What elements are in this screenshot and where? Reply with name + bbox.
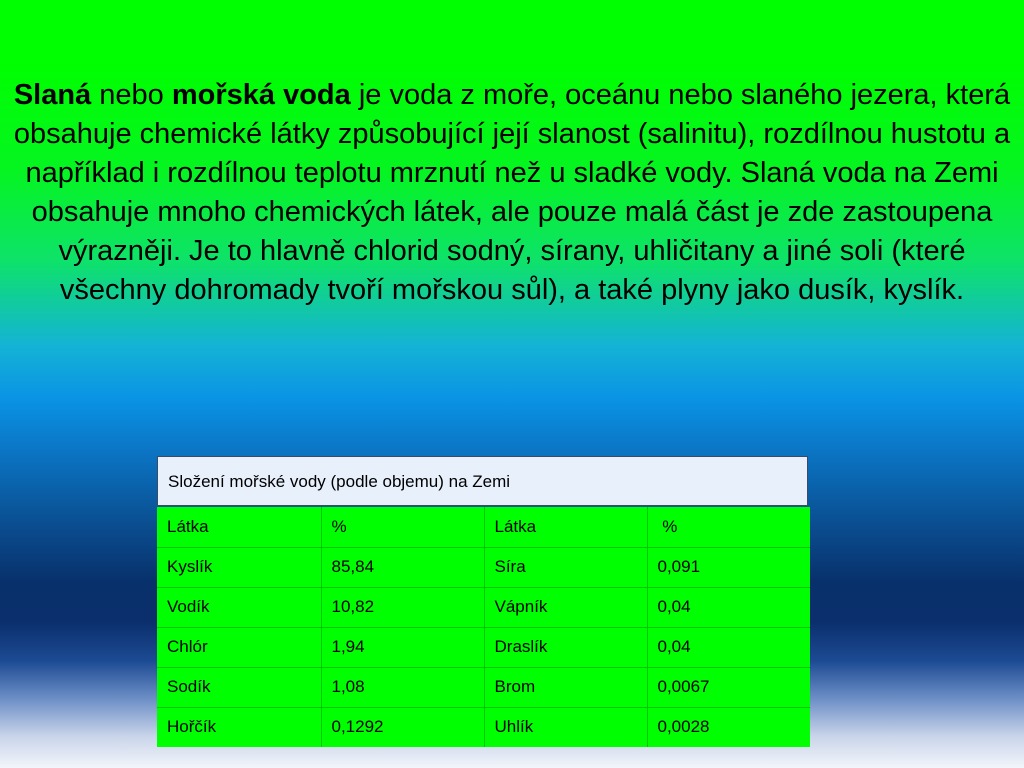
element-name-cell: Hořčík [157, 707, 321, 747]
paragraph-rest: je voda z moře, oceánu nebo slaného jezera, která obsahuje chemické látky způsobující její slanost (salinitu), rozdílnou hustotu a například i rozdílnou teplotu mrznutí než u sladké vody. Slaná voda na Zemi obsahuje mnoho chemických látek, ale pouze malá část je zde zastoupena výrazněji. Je to hlavně chlorid sodný, sírany, uhličitany a jiné soli (které všechny dohromady tvoří mořskou sůl), a také plyny jako dusík, kyslík. [13, 79, 1011, 306]
element-name-cell: Vodík [157, 587, 321, 627]
header-cell: % [647, 507, 810, 547]
table-caption: Složení mořské vody (podle objemu) na Zemi [157, 456, 808, 506]
composition-table [157, 456, 810, 753]
table-row [157, 707, 810, 747]
element-name-cell: Brom [484, 667, 647, 707]
table-row [157, 667, 810, 707]
element-name-cell: Draslík [484, 627, 647, 667]
element-name-cell: Vápník [484, 587, 647, 627]
table-header-row [157, 507, 810, 547]
percent-cell: 85,84 [321, 547, 484, 587]
header-cell: Látka [157, 507, 321, 547]
percent-cell: 10,82 [321, 587, 484, 627]
percent-cell: 0,04 [647, 587, 810, 627]
composition-grid [157, 507, 810, 747]
percent-cell: 1,94 [321, 627, 484, 667]
term-slana: Slaná [13, 79, 92, 111]
percent-cell: 0,1292 [321, 707, 484, 747]
element-name-cell: Kyslík [157, 547, 321, 587]
body-paragraph [6, 76, 1018, 310]
element-name-cell: Uhlík [484, 707, 647, 747]
table-row [157, 587, 810, 627]
header-cell: % [321, 507, 484, 547]
percent-cell: 0,0067 [647, 667, 810, 707]
header-cell: Látka [484, 507, 647, 547]
element-name-cell: Síra [484, 547, 647, 587]
term-morska-voda: mořská voda [171, 79, 351, 111]
text-connector: nebo [91, 79, 172, 111]
table-row [157, 547, 810, 587]
table-row [157, 627, 810, 667]
percent-cell: 0,0028 [657, 717, 710, 737]
percent-cell: 1,08 [321, 667, 484, 707]
element-name-cell: Chlór [157, 627, 321, 667]
percent-cell: 0,091 [647, 547, 810, 587]
percent-cell: 0,04 [647, 627, 810, 667]
element-name-cell: Sodík [157, 667, 321, 707]
